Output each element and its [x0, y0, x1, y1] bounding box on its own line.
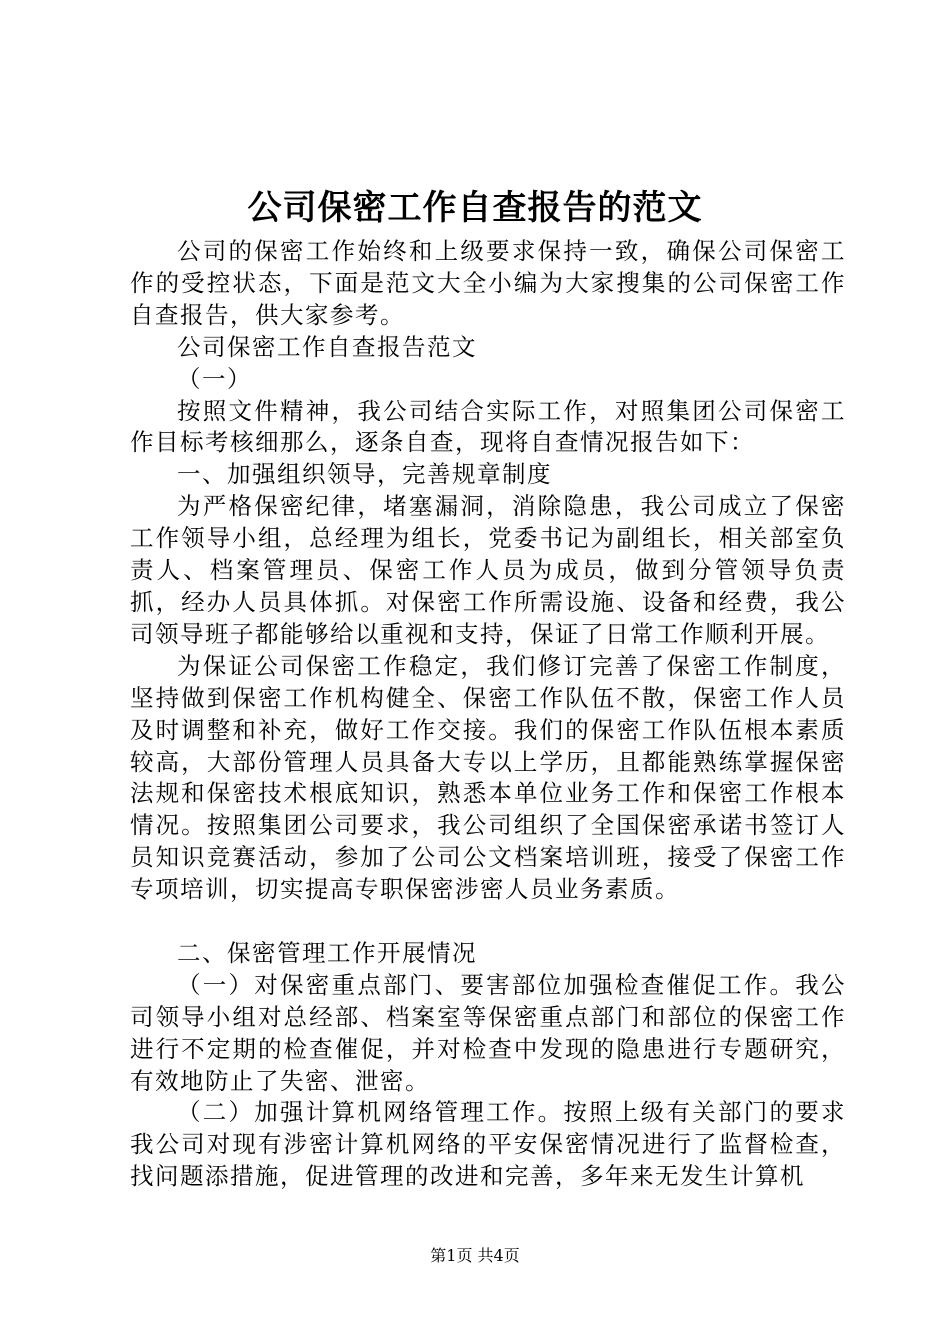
document-body	[130, 236, 846, 1193]
paragraph-body-2: 为保证公司保密工作稳定，我们修订完善了保密工作制度，坚持做到保密工作机构健全、保密工作队伍不散，保密工作人员及时调整和补充，做好工作交接。我们的保密工作队伍根本素质较高，大部份管理人员具备大专以上学历，且都能熟练掌握保密法规和保密技术根底知识，熟悉本单位业务工作和保密工作根本情况。按照集团公司要求，我公司组织了全国保密承诺书签订人员知识竞赛活动，参加了公司公文档案培训班，接受了保密工作专项培训，切实提高专职保密涉密人员业务素质。	[130, 651, 846, 904]
paragraph-body-1: 为严格保密纪律，堵塞漏洞，消除隐患，我公司成立了保密工作领导小组，总经理为组长，党委书记为副组长，相关部室负责人、档案管理员、保密工作人员为成员，做到分管领导负责抓，经办人员具体抓。对保密工作所需设施、设备和经费，我公司领导班子都能够给以重视和支持，保证了日常工作顺利开展。	[130, 492, 846, 648]
paragraph-body-3: （一）对保密重点部门、要害部位加强检查催促工作。我公司领导小组对总经部、档案室等保密重点部门和部位的保密工作进行不定期的检查催促，并对检查中发现的隐患进行专题研究，有效地防止了失密、泄密。	[130, 970, 846, 1095]
page-footer: 第1页 共4页	[430, 1246, 520, 1265]
document-title: 公司保密工作自查报告的范文	[247, 188, 703, 228]
heading-section-1: 一、加强组织领导，完善规章制度	[177, 460, 552, 489]
heading-section-2: 二、保密管理工作开展情况	[177, 938, 477, 967]
paragraph-subtitle: 公司保密工作自查报告范文	[177, 332, 477, 361]
paragraph-preface: 按照文件精神，我公司结合实际工作，对照集团公司保密工作目标考核细那么，逐条自查，现将自查情况报告如下：	[130, 396, 846, 457]
paragraph-body-4: （二）加强计算机网络管理工作。按照上级有关部门的要求我公司对现有涉密计算机网络的平安保密情况进行了监督检查，找问题添措施，促进管理的改进和完善，多年来无发生计算机	[130, 1098, 846, 1191]
paragraph-intro: 公司的保密工作始终和上级要求保持一致，确保公司保密工作的受控状态，下面是范文大全小编为大家搜集的公司保密工作自查报告，供大家参考。	[130, 237, 846, 329]
paragraph-section-marker: （一）	[177, 364, 252, 393]
